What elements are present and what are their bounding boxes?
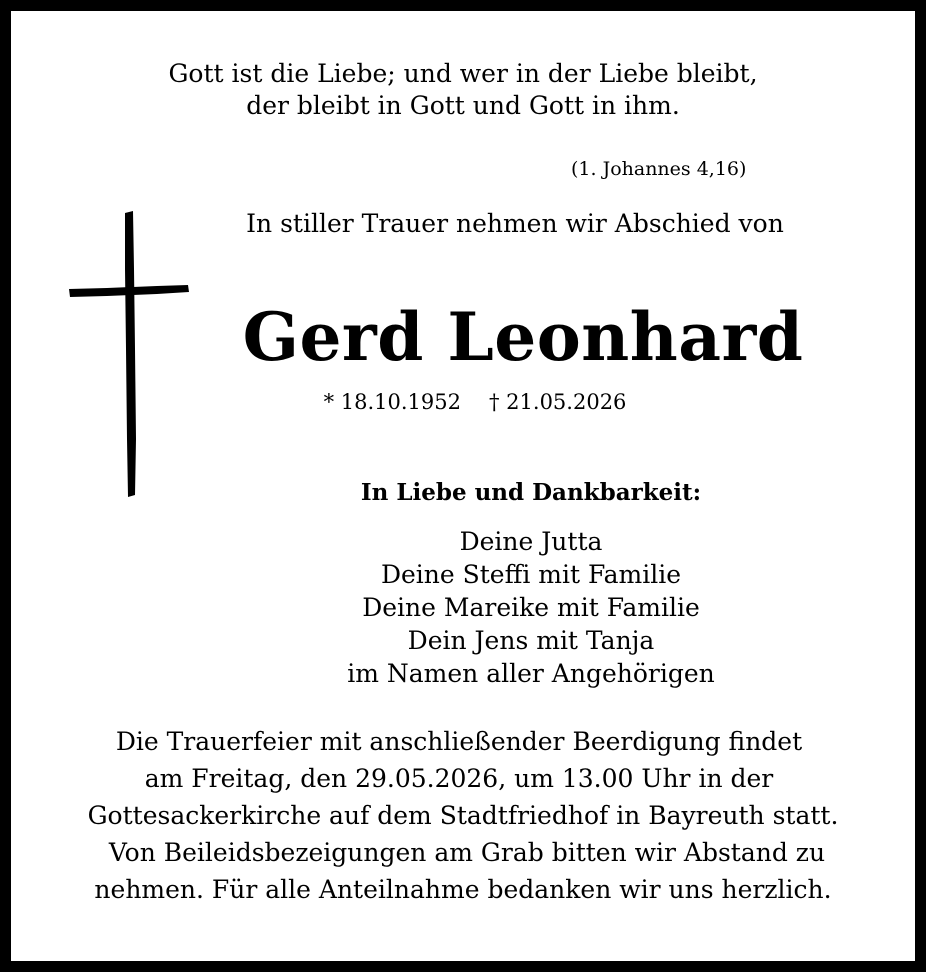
- service-notice-line: nehmen. Für alle Anteilnahme bedanken wir uns herzlich.: [94, 875, 832, 904]
- verse-line-1: Gott ist die Liebe; und wer in der Liebe bleibt,: [168, 59, 758, 88]
- mourners-title: In Liebe und Dankbarkeit:: [360, 479, 702, 506]
- service-notice-line: Die Trauerfeier mit anschließender Beerdigung findet: [115, 727, 803, 756]
- verse-line-2: der bleibt in Gott und Gott in ihm.: [246, 91, 680, 120]
- life-dates: [23, 388, 926, 416]
- mourner-item: Deine Steffi mit Familie: [380, 560, 682, 589]
- deceased-name: Gerd Leonhard: [242, 298, 804, 376]
- birth-date: * 18.10.1952: [323, 390, 461, 414]
- service-notice-line: Gottesackerkirche auf dem Stadtfriedhof in Bayreuth statt.: [87, 801, 839, 830]
- mourner-item: Dein Jens mit Tanja: [407, 626, 655, 655]
- mourner-item: im Namen aller Angehörigen: [347, 659, 715, 688]
- mourner-item: Deine Mareike mit Familie: [362, 593, 700, 622]
- mourner-item: Deine Jutta: [459, 527, 603, 556]
- verse-reference: (1. Johannes 4,16): [571, 158, 747, 180]
- intro-text: In stiller Trauer nehmen wir Abschied von: [246, 209, 784, 238]
- service-notice-line: am Freitag, den 29.05.2026, um 13.00 Uhr in der: [144, 764, 774, 793]
- service-notice-line: Von Beileidsbezeigungen am Grab bitten wir Abstand zu: [108, 838, 826, 867]
- obituary-card: [11, 11, 915, 961]
- death-date: † 21.05.2026: [489, 390, 627, 414]
